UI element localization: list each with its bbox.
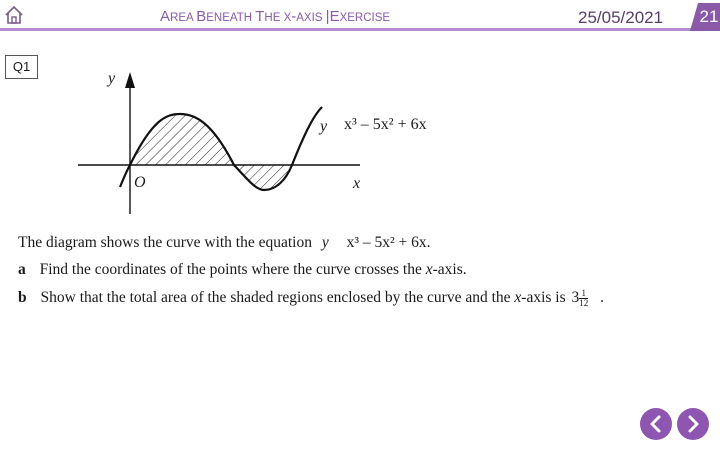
part-letter: b bbox=[18, 289, 27, 307]
question-part-a bbox=[18, 261, 467, 279]
part-var: x bbox=[425, 261, 433, 278]
part-end: . bbox=[600, 289, 604, 307]
part-text: Find the coordinates of the points where the curve crosses the bbox=[39, 261, 426, 278]
part-var: x bbox=[514, 289, 522, 307]
origin-label: O bbox=[134, 174, 146, 191]
next-slide-button[interactable] bbox=[677, 408, 709, 440]
curve-graph-svg bbox=[70, 62, 470, 222]
title-part: REA bbox=[170, 12, 197, 24]
slide-title bbox=[160, 8, 390, 25]
question-label: Q1 bbox=[5, 55, 38, 79]
title-part: T bbox=[255, 8, 265, 25]
area-whole: 3 bbox=[571, 289, 580, 307]
title-part: ENEATH bbox=[206, 12, 256, 24]
chevron-left-icon bbox=[640, 408, 672, 440]
page-number: 21 bbox=[699, 7, 719, 26]
curve-label-y: y bbox=[320, 118, 328, 135]
title-part: AXIS bbox=[296, 12, 326, 24]
title-part: XERCISE bbox=[339, 12, 391, 24]
intro-text: The diagram shows the curve with the equation bbox=[18, 234, 312, 251]
chevron-right-icon bbox=[677, 408, 709, 440]
title-part: |E bbox=[325, 8, 340, 25]
title-part: B bbox=[196, 8, 207, 25]
part-text-after: -axis is bbox=[521, 289, 570, 307]
title-part: HE X bbox=[264, 12, 292, 24]
question-intro bbox=[18, 234, 431, 252]
prev-slide-button[interactable] bbox=[640, 408, 672, 440]
frac-numerator: 1 bbox=[579, 289, 588, 299]
area-fraction bbox=[579, 289, 588, 308]
title-part: A bbox=[160, 8, 171, 25]
shaded-region-negative bbox=[234, 165, 292, 190]
part-letter: a bbox=[18, 261, 26, 278]
intro-equation-y: y bbox=[321, 234, 329, 251]
title-part: - bbox=[291, 8, 297, 25]
frac-denominator: 12 bbox=[579, 298, 589, 308]
curve-graph bbox=[70, 62, 470, 222]
home-icon[interactable] bbox=[4, 5, 24, 25]
part-text-after: -axis. bbox=[432, 261, 467, 278]
y-axis-arrow bbox=[125, 72, 135, 88]
slide-date: 25/05/2021 bbox=[578, 8, 664, 27]
x-axis-label: x bbox=[353, 175, 361, 192]
header-divider bbox=[0, 28, 700, 31]
y-axis-label: y bbox=[108, 70, 116, 87]
intro-equation-rhs: x³ – 5x² + 6x. bbox=[346, 234, 431, 251]
curve-label-equation: x³ – 5x² + 6x bbox=[344, 116, 427, 133]
part-text: Show that the total area of the shaded regions enclosed by the curve and the bbox=[40, 289, 515, 307]
question-part-b bbox=[18, 289, 604, 308]
